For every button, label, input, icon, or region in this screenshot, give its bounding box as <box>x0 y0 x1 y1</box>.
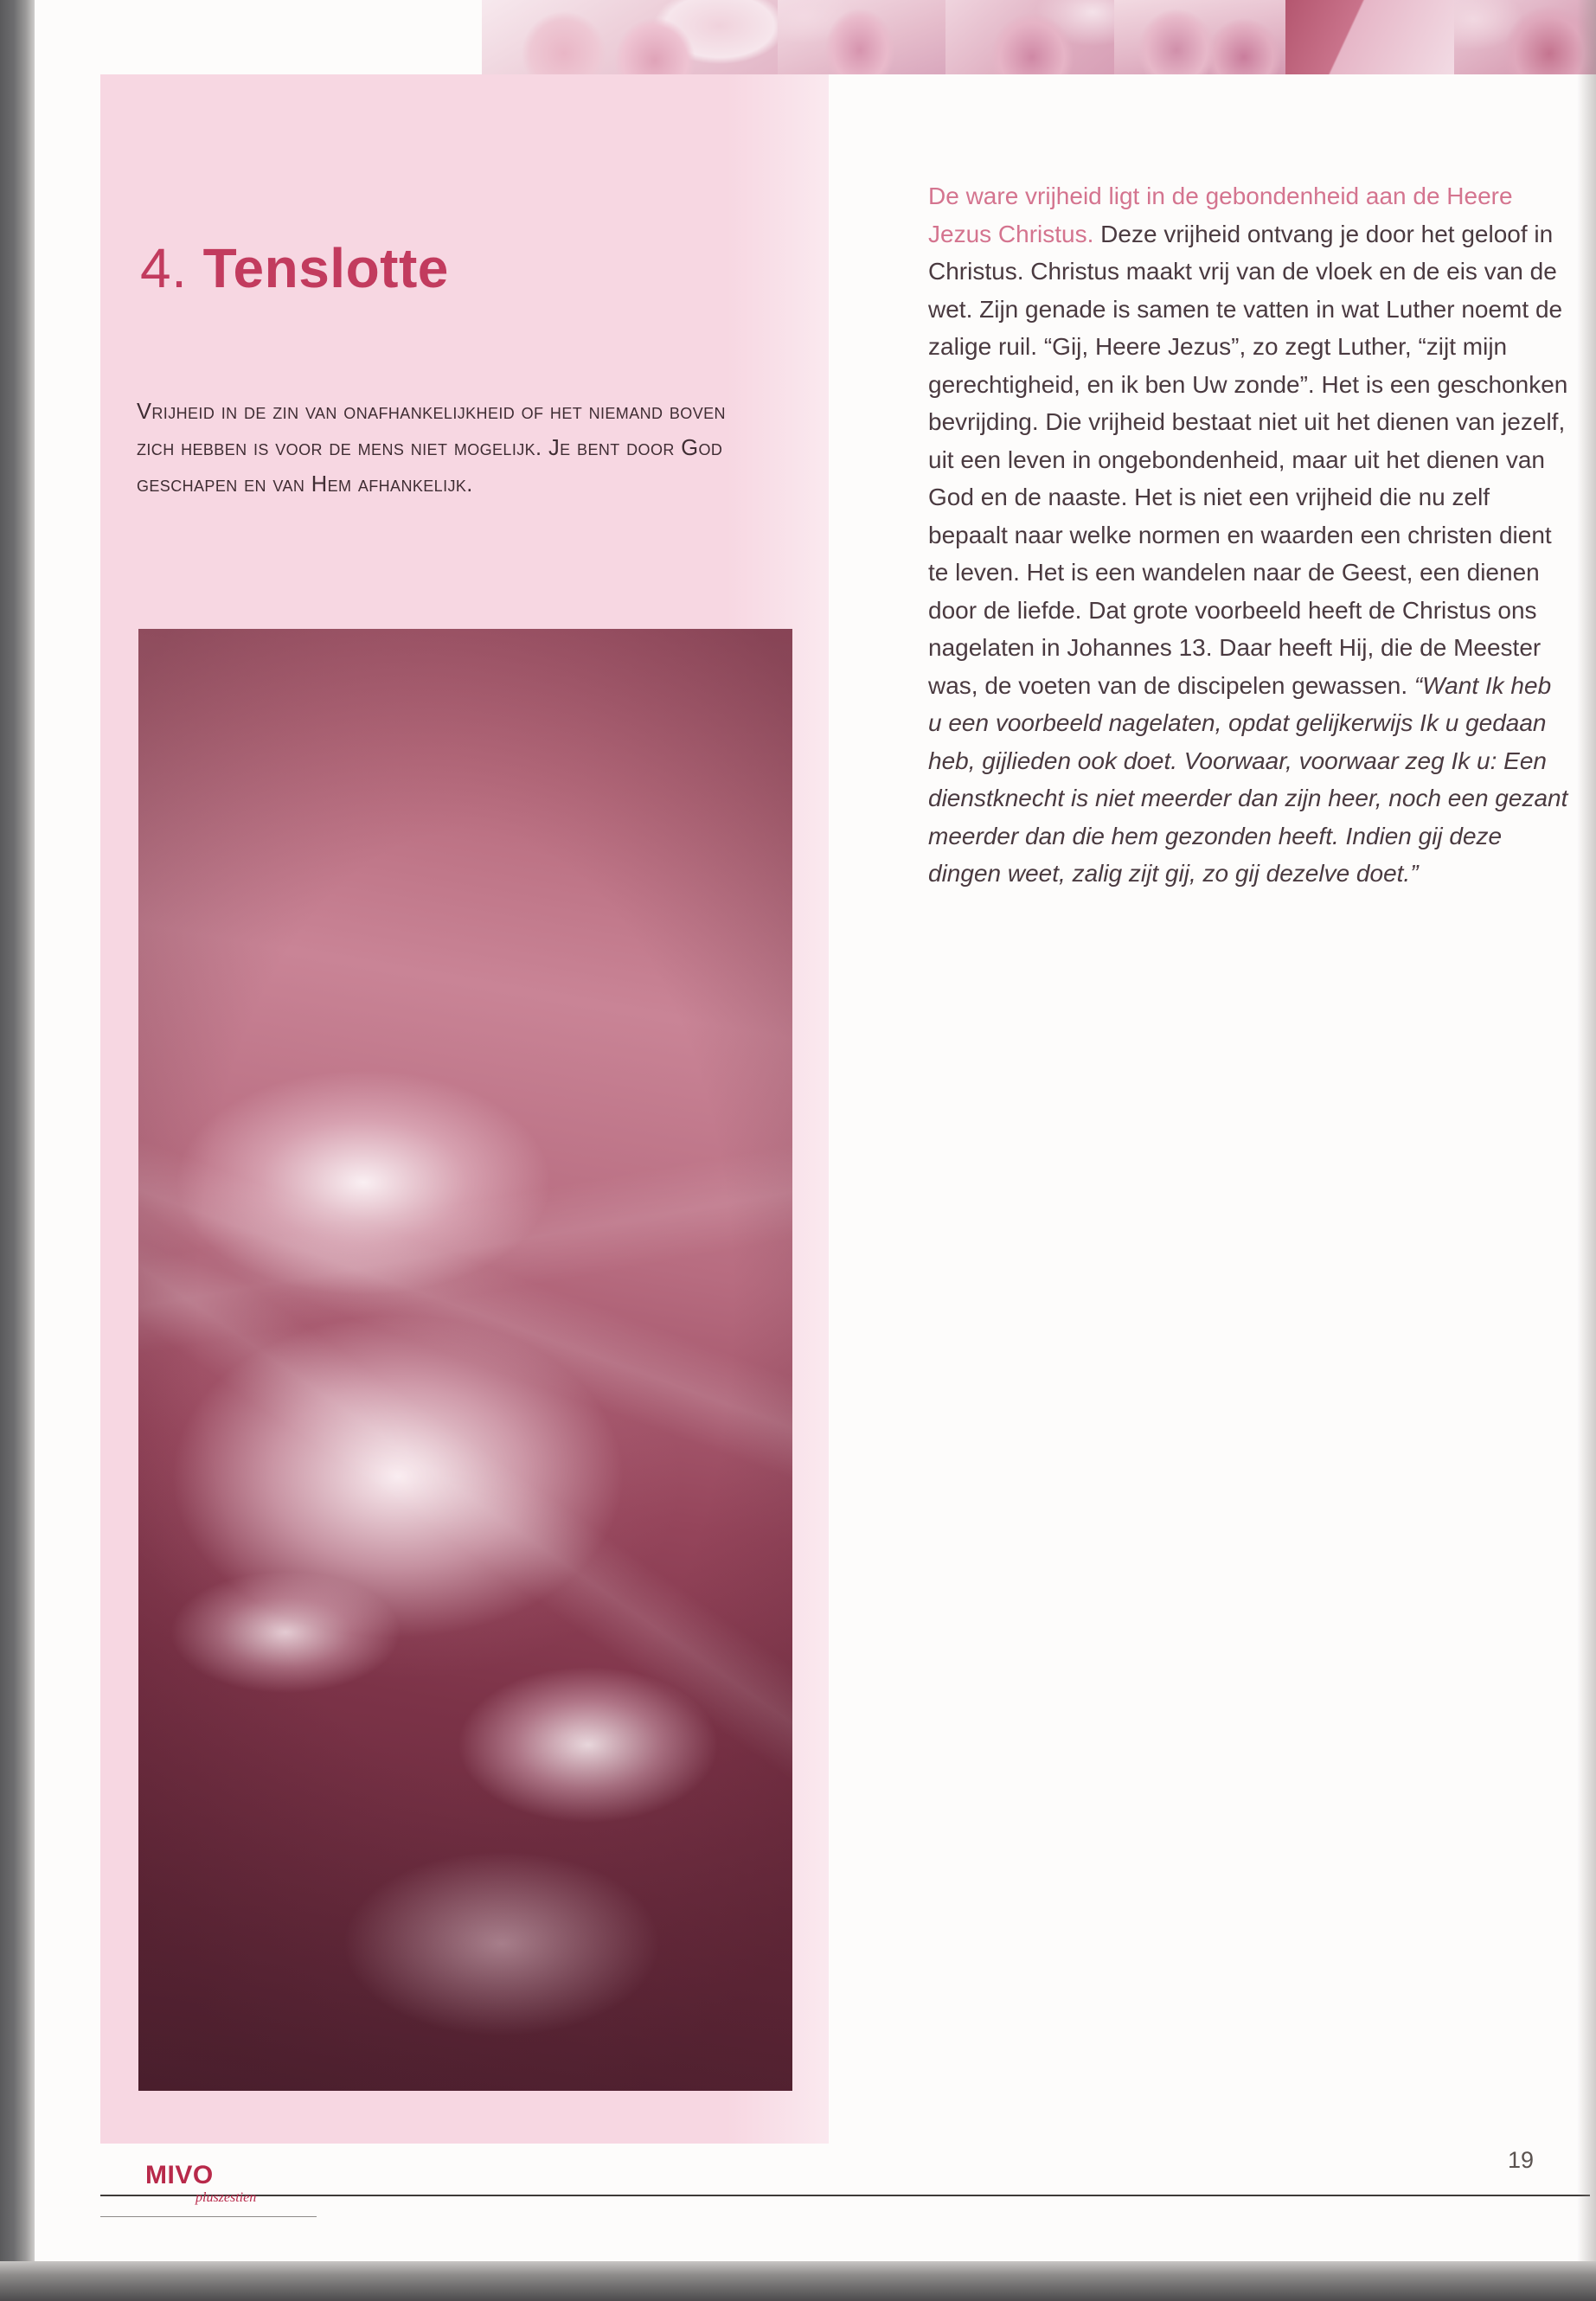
page-number: 19 <box>1508 2147 1535 2173</box>
page-sheet <box>35 0 1596 2261</box>
chapter-title: Tenslotte <box>202 236 449 299</box>
footer-divider <box>100 2195 1590 2196</box>
footer-divider-secondary <box>100 2216 317 2217</box>
sky-clouds-photo <box>138 629 792 2091</box>
body-lead-sentence: De ware vrijheid ligt in de gebondenheid aan de Heere Jezus Christus. <box>928 183 1513 247</box>
header-photo-5 <box>1285 0 1454 74</box>
header-photo-3 <box>945 0 1114 74</box>
header-photo-1 <box>482 0 778 74</box>
scanner-left-edge <box>0 0 35 2301</box>
footer-logo-subtitle: pluszestien <box>195 2190 257 2205</box>
body-text-column <box>928 177 1568 893</box>
header-photo-strip <box>482 0 1596 74</box>
lede-paragraph: Vrijheid in de zin van onafhankelijkheid of het niemand boven zich hebben is voor de mens niet mogelijk. Je bent door God geschapen en van Hem afhankelijk. <box>137 400 726 497</box>
body-main-text: Deze vrijheid ontvang je door het geloof in Christus. Christus maakt vrij van de vloek en de eis van de wet. Zijn genade is samen te vatten in wat Luther noemt de zalige ruil. “Gij, Heere Jezus”, zo zegt Luther, “zijt mijn gerechtigheid, en ik ben Uw zonde”. Het is een geschonken bevrijding. Die vrijheid bestaat niet uit het dienen van jezelf, uit een leven in ongebondenheid, maar uit het dienen van God en de naaste. Het is niet een vrijheid die nu zelf bepaalt naar welke normen en waarden een christen dient te leven. Het is een wandelen naar de Geest, een dienen door de liefde. Dat grote voorbeeld heeft de Christus ons nagelaten in Johannes 13. Daar heeft Hij, die de Meester was, de voeten van de discipelen gewassen. <box>928 220 1568 699</box>
chapter-number: 4. <box>140 236 188 299</box>
body-paragraph <box>928 177 1568 893</box>
header-photo-4 <box>1114 0 1286 74</box>
header-photo-2 <box>778 0 945 74</box>
scanner-bottom-edge <box>0 2261 1596 2301</box>
header-photo-6 <box>1454 0 1596 74</box>
footer-logo: MIVO <box>145 2161 214 2189</box>
page-title <box>140 236 746 300</box>
page-edge-shadow <box>1577 0 1596 2261</box>
body-scripture-quote: “Want Ik heb u een voorbeeld nagelaten, opdat gelijkerwijs Ik u gedaan heb, gijlieden ook doet. Voorwaar, voorwaar zeg Ik u: Een dienstknecht is niet meerder dan zijn heer, noch een gezant meerder dan die hem gezonden heeft. Indien gij deze dingen weet, zalig zijt gij, zo gij dezelve doet.” <box>928 671 1568 887</box>
